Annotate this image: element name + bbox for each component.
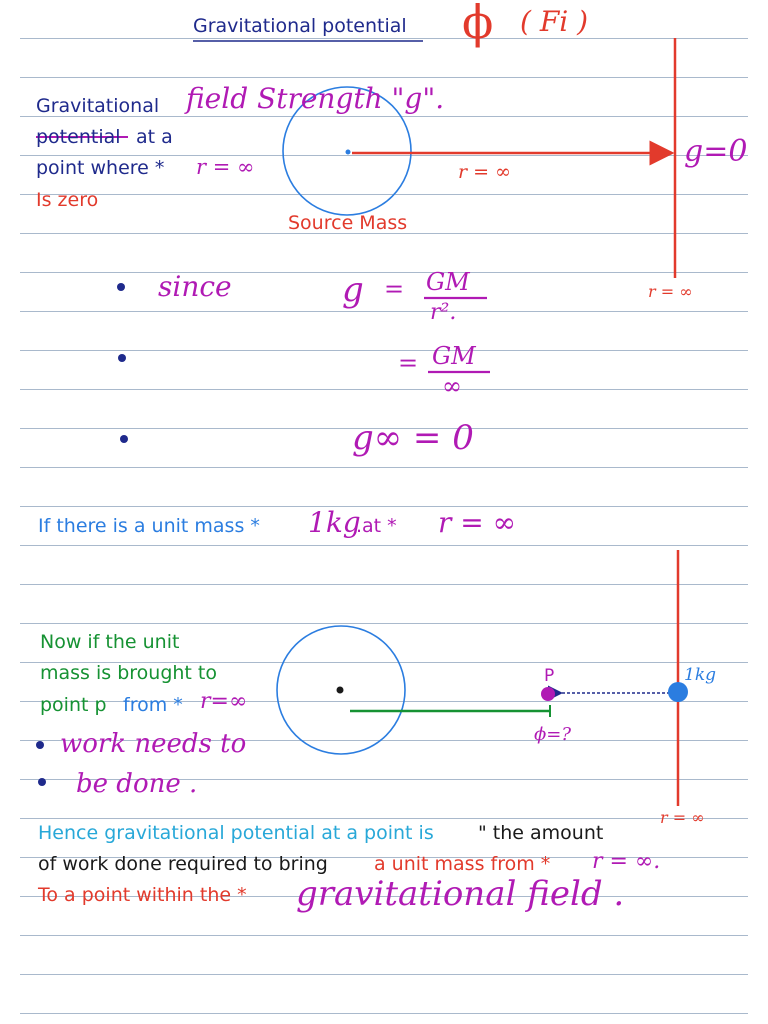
unit-mass-text: If there is a unit mass * (38, 515, 260, 537)
bullet-dot (120, 435, 128, 443)
bullet-be-done: be done . (76, 769, 198, 799)
phi-unknown-label: ϕ=? (534, 724, 572, 745)
phi-name: ( Fi ) (520, 5, 589, 38)
definition-line3: To a point within the * (38, 884, 247, 906)
r-infinity-note-2: r=∞ (200, 689, 248, 714)
r-infinity-note-1: r = ∞ (196, 155, 255, 179)
definition-line2a: of work done required to bring (38, 853, 328, 875)
section1-line1: Gravitational (36, 95, 160, 117)
eq1-denominator: r². (430, 300, 457, 325)
phi-symbol: ϕ (462, 0, 494, 49)
section1-line4: Is zero (36, 189, 99, 211)
field-strength-note: field Strength "g". (186, 82, 445, 115)
unit-mass-r-infinity: r = ∞ (438, 506, 516, 539)
source-mass-center-2 (337, 687, 344, 694)
source-mass-center (346, 150, 351, 155)
struck-word-potential: potential (36, 126, 121, 148)
arrow-r-infinity-label: r = ∞ (458, 161, 511, 183)
section2-line3a: point p (40, 694, 107, 716)
since-word: since (158, 270, 232, 303)
definition-r-infinity: r = ∞. (592, 849, 661, 874)
definition-part2: " the amount (478, 822, 604, 844)
one-kg-label: 1kg (684, 665, 716, 685)
bullet-dot (118, 354, 126, 362)
eq1-numerator: GM (426, 268, 470, 296)
bullet-dot (38, 778, 46, 786)
bullet-dot (117, 283, 125, 291)
eq3: g∞ = 0 (352, 418, 474, 458)
eq2-equals: = (398, 349, 419, 377)
g-zero-label: g=0 (684, 134, 748, 169)
point-p-marker (541, 687, 555, 701)
eq2-denominator: ∞ (442, 372, 462, 400)
page-title: Gravitational potential (193, 15, 407, 37)
definition-line2b: a unit mass from * (374, 853, 551, 875)
section1-line2-rest: at a (136, 126, 173, 148)
section1-line3: point where * (36, 157, 165, 179)
section2-line1: Now if the unit (40, 631, 180, 653)
section2-line2: mass is brought to (40, 662, 217, 684)
bullet-dot (36, 741, 44, 749)
unit-mass-at: .at * (356, 515, 397, 537)
eq1-equals: = (384, 275, 405, 303)
section2-line3b: from * (123, 694, 183, 716)
eq2-numerator: GM (432, 342, 476, 370)
definition-part1: Hence gravitational potential at a point is (38, 822, 434, 844)
gravitational-field-hand: gravitational field . (296, 874, 625, 914)
boundary-r-infinity-label-2: r = ∞ (660, 808, 705, 827)
source-mass-label: Source Mass (288, 212, 408, 234)
boundary-r-infinity-label: r = ∞ (648, 282, 693, 301)
unit-mass-1kg-hand: 1kg (308, 506, 361, 539)
bullet-work-needs: work needs to (60, 729, 247, 759)
point-p-label: P (544, 666, 555, 686)
eq1-lhs: g (342, 270, 364, 310)
